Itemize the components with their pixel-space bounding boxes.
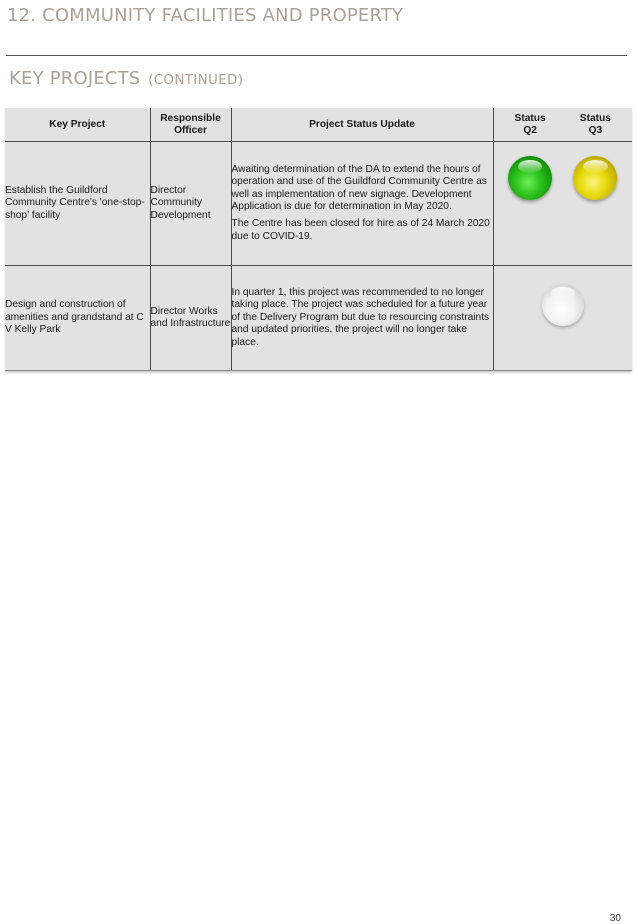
sub-title xyxy=(9,62,243,90)
table-row xyxy=(5,142,632,266)
row-responsible-officer: Director Works and Infrastructure xyxy=(150,266,231,371)
row-responsible-officer: Director Community Development xyxy=(150,142,231,266)
sub-title-main: KEY PROJECTS xyxy=(9,68,141,89)
header-status xyxy=(493,108,632,142)
heading-divider xyxy=(6,55,627,56)
key-projects-table xyxy=(5,108,632,371)
status-grey-light-icon xyxy=(542,284,584,326)
row-status-lights xyxy=(493,266,632,371)
update-paragraph: Awaiting determination of the DA to extend the hours of operation and use of the Guildford Community Centre as well as implementation of new signage. Development Application is due for determination in May 2020. xyxy=(231,163,487,212)
row-status-lights xyxy=(493,142,632,266)
row-status-update xyxy=(231,142,493,266)
header-responsible-officer: Responsible Officer xyxy=(150,108,231,142)
status-q2-green-light-icon xyxy=(508,156,552,200)
table-row xyxy=(5,266,632,371)
table-header-row xyxy=(5,108,632,142)
section-title: 12. COMMUNITY FACILITIES AND PROPERTY xyxy=(7,5,404,26)
status-q3-yellow-light-icon xyxy=(573,156,617,200)
row-key-project: Establish the Guildford Community Centre's 'one-stop-shop' facility xyxy=(5,142,150,266)
update-paragraph: In quarter 1, this project was recommended to no longer taking place. The project was scheduled for a future year of the Delivery Program but due to resourcing constraints and updated priorities, the project will no longer take place. xyxy=(231,286,490,348)
header-status-q3: Status Q3 xyxy=(579,112,611,136)
header-key-project: Key Project xyxy=(5,108,150,142)
header-status-q2: Status Q2 xyxy=(514,112,546,136)
sub-title-continued: (CONTINUED) xyxy=(148,72,244,88)
row-status-update xyxy=(231,266,493,371)
header-status-update: Project Status Update xyxy=(231,108,493,142)
page-number: 30 xyxy=(609,913,621,924)
update-paragraph: The Centre has been closed for hire as of 24 March 2020 due to COVID-19. xyxy=(231,218,490,242)
row-key-project: Design and construction of amenities and grandstand at C V Kelly Park xyxy=(5,266,150,371)
